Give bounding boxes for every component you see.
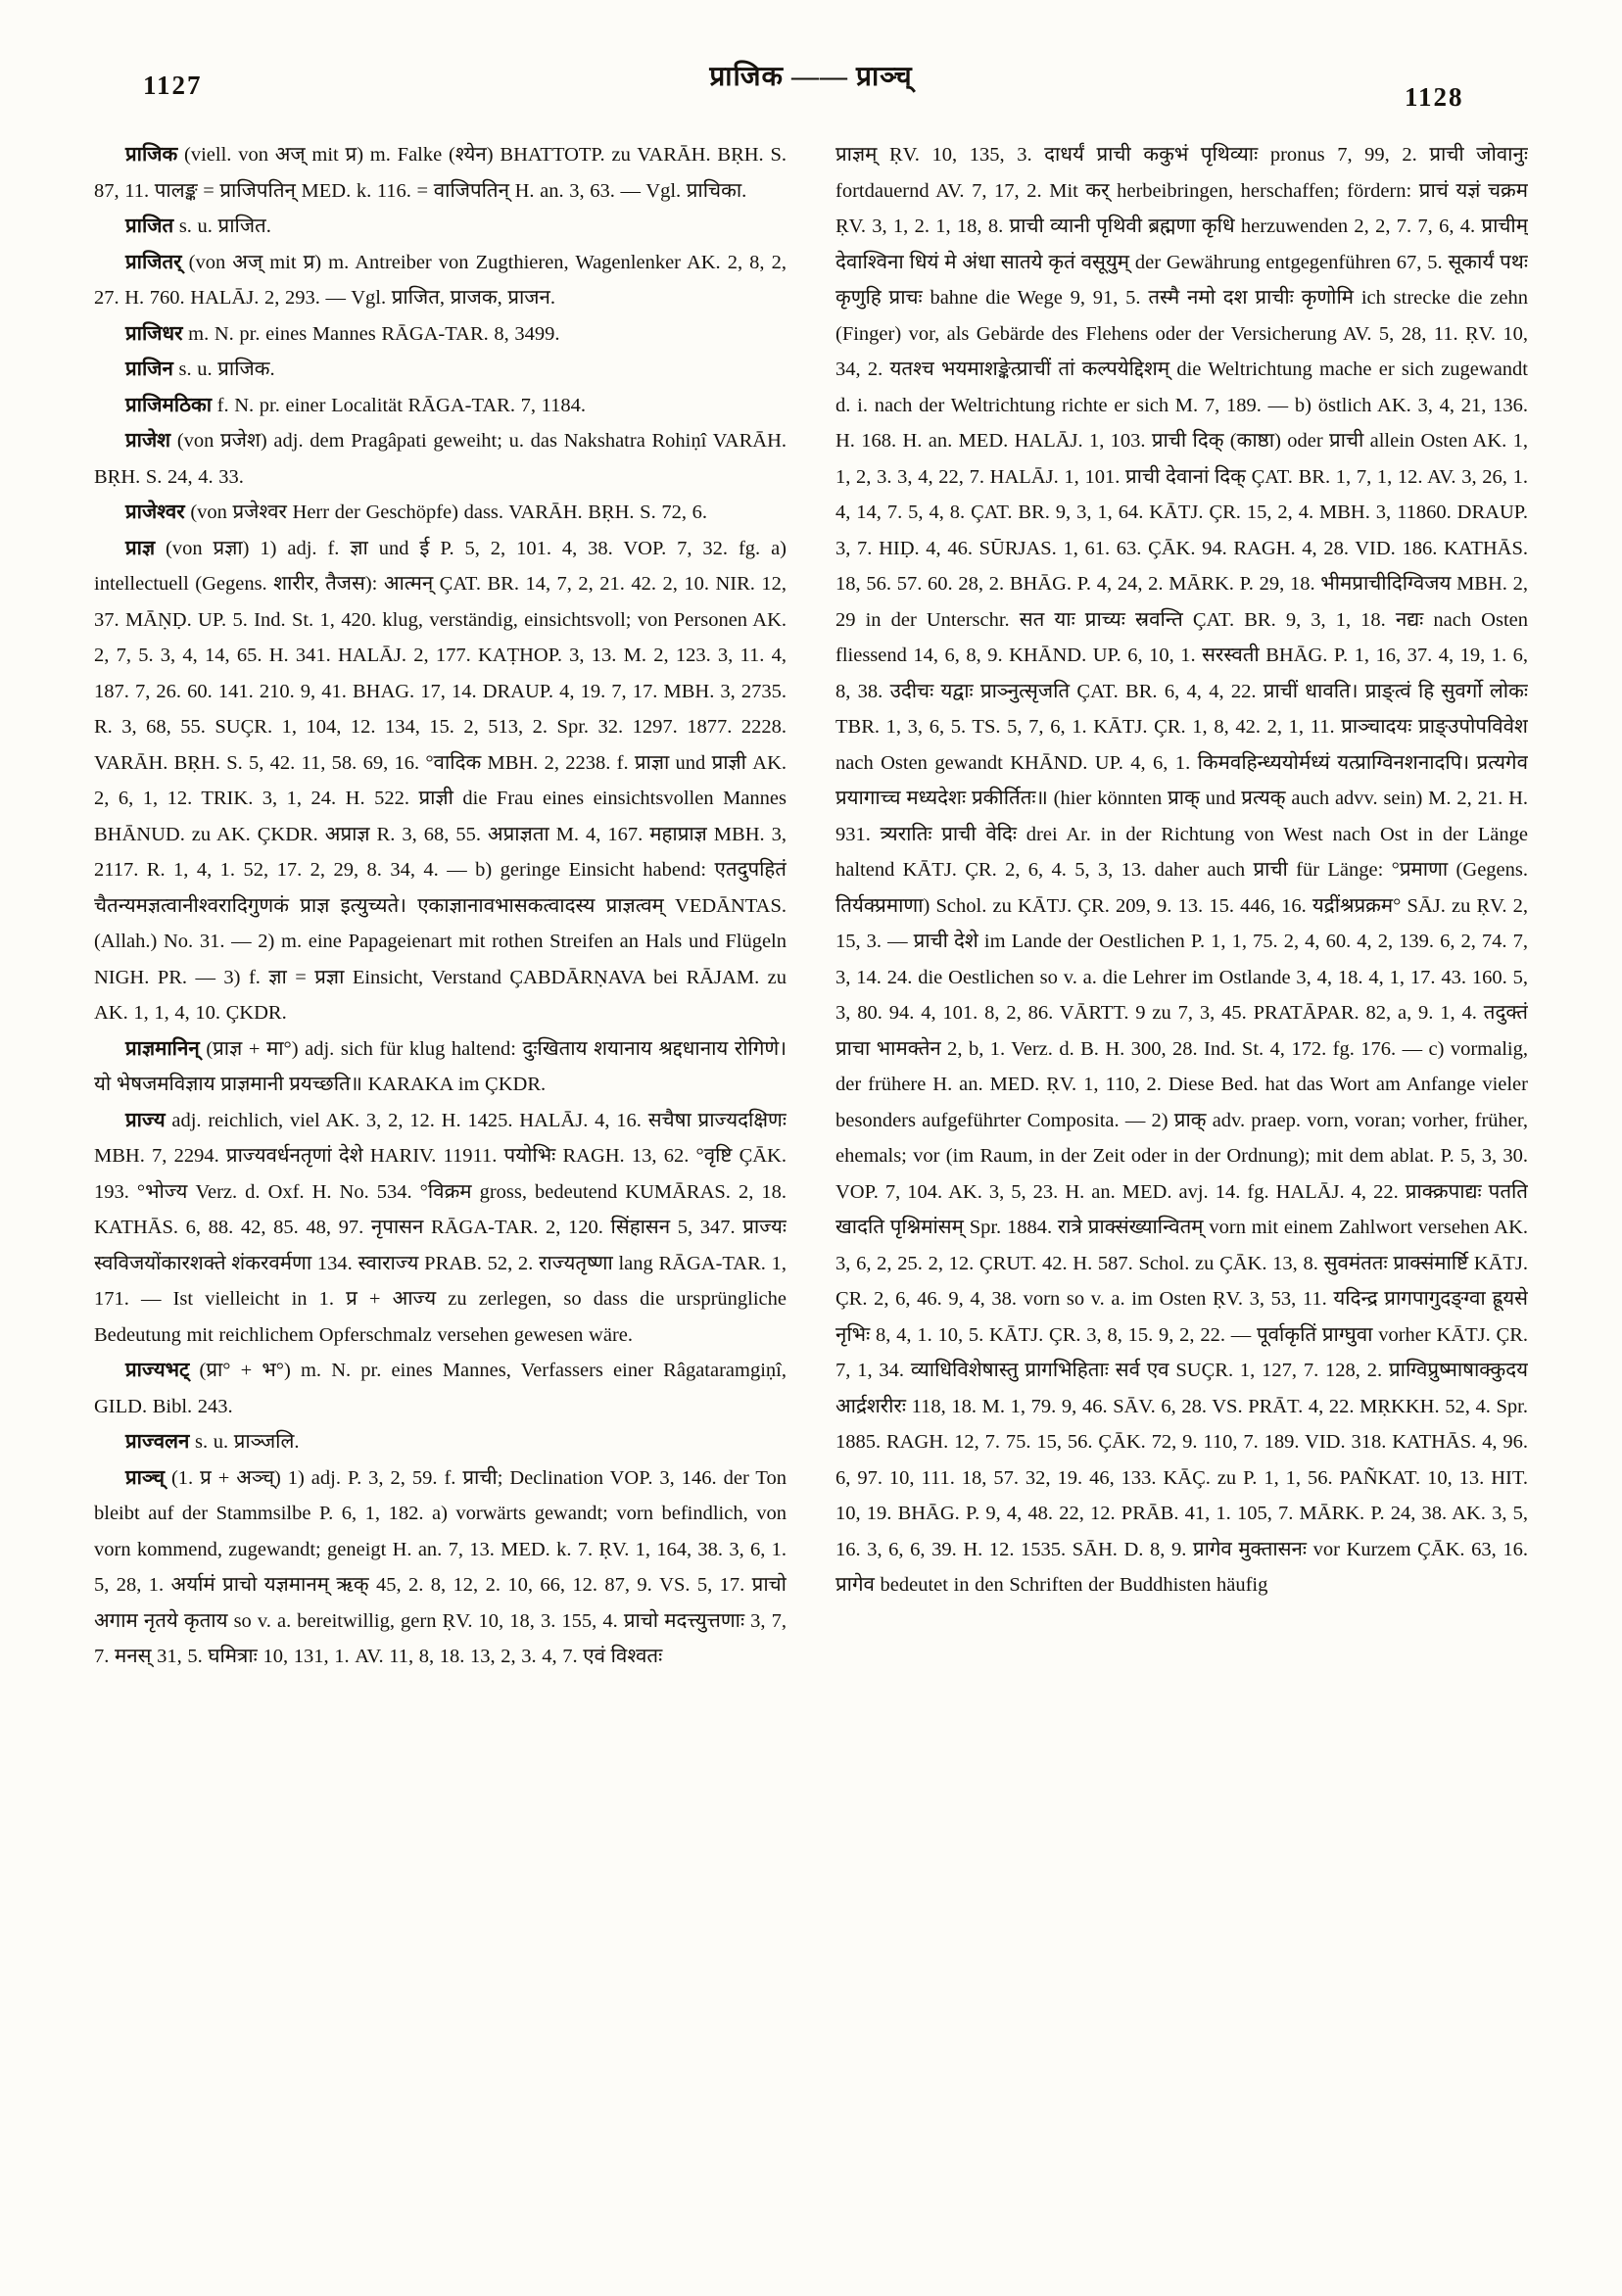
entry-headword: प्राजित (125, 215, 174, 237)
entry-headword: प्राज्ञ (125, 537, 156, 559)
dictionary-entry (94, 137, 787, 209)
entry-headword: प्राजिन (125, 359, 173, 380)
entry-body: s. u. प्राजिक. (172, 359, 275, 380)
dictionary-entry (94, 352, 787, 388)
dictionary-entry (94, 1460, 787, 1675)
dictionary-entry (94, 1353, 787, 1424)
entry-continuation: प्राज्ञम् ṚV. 10, 135, 3. दाधर्यं प्राची ककुभं पृथिव्याः pronus 7, 99, 2. प्राची जोवानुः fortdauernd AV. 7, 17, 2. Mit कर् herbeibringen, herschaffen; fördern: प्राचं यज्ञं चक्रम ṚV. 3, 1, 2. 1, 18, 8. प्राची व्यानी पृथिवी ब्रह्मणा कृधि herzuwenden 2, 2, 7. 7, 6, 4. प्राचीम् देवाश्विना धियं मे अंधा सातये कृतं वसूयुम् der Gewährung entgegenführen 67, 5. सूकार्यं पथः कृणुहि प्राचः bahne die Wege 9, 91, 5. तस्मै नमो दश प्राचीः कृणोमि ich strecke die zehn (Finger) vor, als Gebärde des Flehens oder der Versicherung AV. 5, 28, 11. ṚV. 10, 34, 2. यतश्च भयमाशङ्केत्प्राचीं तां कल्पयेद्दिशम् die Weltrichtung mache er sich zugewandt d. i. nach der Weltrichtung richte er sich M. 7, 189. — b) östlich AK. 3, 4, 21, 136. H. 168. H. an. MED. HALĀJ. 1, 103. प्राची दिक् (काष्ठा) oder प्राची allein Osten AK. 1, 1, 2, 3. 3, 4, 22, 7. HALĀJ. 1, 101. प्राची देवानां दिक् ÇAT. BR. 1, 7, 1, 12. AV. 3, 26, 1. 4, 14, 7. 5, 4, 8. ÇAT. BR. 9, 3, 1, 64. KĀTJ. ÇR. 15, 2, 4. MBH. 3, 11860. DRAUP. 3, 7. HIḌ. 4, 46. SŪRJAS. 1, 61. 63. ÇĀK. 94. RAGH. 4, 28. VID. 186. KATHĀS. 18, 56. 57. 60. 28, 2. BHĀG. P. 4, 24, 2. MĀRK. P. 29, 18. भीमप्राचीदिग्विजय MBH. 2, 29 in der Unterschr. सत याः प्राच्यः स्रवन्ति ÇAT. BR. 9, 3, 1, 18. नद्यः nach Osten fliessend 14, 6, 8, 9. KHĀND. UP. 6, 10, 1. सरस्वती BHĀG. P. 1, 16, 37. 4, 19, 1. 6, 8, 38. उदीचः यद्वाः प्राञ्नुत्सृजति ÇAT. BR. 6, 4, 4, 22. प्राचीं धावति। प्राङ्त्वं हि सुवर्गो लोकः TBR. 1, 3, 6, 5. TS. 5, 7, 6, 1. KĀTJ. ÇR. 1, 8, 42. 2, 1, 11. प्राञ्चादयः प्राङ्उपोपविवेश nach Osten gewandt KHĀND. UP. 4, 6, 1. किमवहिन्ध्ययोर्मध्यं यत्प्राग्विनशनादपि। प्रत्यगेव प्रयागाच्च मध्यदेशः प्रकीर्तितः॥ (hier könnten प्राक् und प्रत्यक् auch advv. sein) M. 2, 21. H. 931. त्र्यरातिः प्राची वेदिः drei Ar. in der Richtung von West nach Ost in der Länge haltend KĀTJ. ÇR. 2, 6, 4. 5, 3, 13. daher auch प्राची für Länge: °प्रमाणा (Gegens. तिर्यक्प्रमाणा) Schol. zu KĀTJ. ÇR. 209, 9. 13. 15. 446, 16. यद्रींश्रप्रक्रम° SĀJ. zu ṚV. 2, 15, 3. — प्राची देशे im Lande der Oestlichen P. 1, 1, 75. 2, 4, 60. 4, 2, 139. 6, 2, 74. 7, 3, 14. 24. die Oestlichen so v. a. die Lehrer im Ostlande 3, 4, 18. 4, 1, 17. 43. 160. 5, 3, 80. 94. 4, 101. 8, 2, 86. VĀRTT. 9 zu 7, 3, 45. PRATĀPAR. 82, a, 9. 1, 4. तदुक्तं प्राचा भामक्तेन 2, b, 1. Verz. d. B. H. 300, 28. Ind. St. 4, 172. fg. 176. — c) vormalig, der frühere H. an. MED. ṚV. 1, 110, 2. Diese Bed. hat das Wort am Anfange vieler besonders aufgeführter Composita. — 2) प्राक् adv. praep. vorn, voran; vorher, früher, ehemals; vor (im Raum, in der Zeit oder in der Ordnung); mit dem ablat. P. 5, 3, 30. VOP. 7, 104. AK. 3, 5, 23. H. an. MED. avj. 14. fg. HALĀJ. 4, 22. प्राक्क्रपाद्यः पतति खादति पृश्निमांसम् Spr. 1884. रात्रे प्राक्संख्यान्वितम् vorn mit einem Zahlwort versehen AK. 3, 6, 2, 25. 2, 12. ÇRUT. 42. H. 587. Schol. zu ÇĀK. 13, 8. सुवमंततः प्राक्संमार्ष्टि KĀTJ. ÇR. 2, 6, 46. 9, 4, 38. vorn so v. a. im Osten ṚV. 3, 53, 11. यदिन्द्र प्रागपागुदङ्ग्वा ह्रूयसे नृभिः 8, 4, 1. 10, 5. KĀTJ. ÇR. 3, 8, 15. 9, 2, 22. — पूर्वाकृतिं प्राग्घुवा vorher KĀTJ. ÇR. 7, 1, 34. व्याधिविशेषास्तु प्रागभिहिताः सर्व एव SUÇR. 1, 127, 7. 128, 2. प्राग्विप्रुष्माषाक्कुदय आर्द्रशरीरः 118, 18. M. 1, 79. 9, 46. SĀV. 6, 28. VS. PRĀT. 4, 22. MṚKKH. 52, 4. Spr. 1885. RAGH. 12, 7. 75. 15, 56. ÇĀK. 72, 9. 110, 7. 189. VID. 318. KATHĀS. 4, 96. 6, 97. 10, 111. 18, 57. 32, 19. 46, 133. KĀÇ. zu P. 1, 1, 56. PAÑKAT. 10, 13. HIT. 10, 19. BHĀG. P. 9, 4, 48. 22, 12. PRĀB. 41, 1. 105, 7. MĀRK. P. 24, 38. AK. 3, 5, 16. 3, 6, 6, 39. H. 12. 1535. SĀH. D. 8, 9. प्रागेव मुक्तासनः vor Kurzem ÇĀK. 63, 16. प्रागेव bedeutet in den Schriften der Buddhisten häufig (835, 144, 1528, 1596)
entry-body: (1. प्र + अञ्च्) 1) adj. P. 3, 2, 59. f. प्राची; Declination VOP. 3, 146. der Ton bleibt auf der Stammsilbe P. 6, 1, 182. a) vorwärts gewandt; vorn befindlich, von vorn kommend, zugewandt; geneigt H. an. 7, 13. MED. k. 7. ṚV. 1, 164, 38. 3, 6, 1. 5, 28, 1. अर्यामं प्राचो यज्ञमानम् ऋक् 45, 2. 8, 12, 2. 10, 66, 12. 87, 9. VS. 5, 17. प्राचो अगाम नृतये कृताय so v. a. bereitwillig, gern ṚV. 10, 18, 3. 155, 4. प्राचो मदत्त्युत्तणाः 3, 7, 7. मनस् 31, 5. घमित्राः 10, 131, 1. AV. 11, 8, 18. 13, 2, 3. 4, 7. एवं विश्वतः (94, 1466, 787, 1667)
entry-headword: प्राज्यभट् (125, 1360, 190, 1381)
entry-headword: प्राजिमठिका (125, 394, 213, 416)
dictionary-entry (94, 495, 787, 531)
entry-body: f. N. pr. einer Localität RĀGA-TAR. 7, 1184. (212, 394, 586, 416)
dictionary-entry (94, 1103, 787, 1354)
dictionary-entry (94, 316, 787, 353)
entry-headword: प्राजिक (125, 144, 178, 166)
entry-body: (von प्रज्ञा) 1) adj. f. ज्ञा und ई P. 5, 2, 101. 4, 38. VOP. 7, 32. fg. a) intellectuell (Gegens. शारीर, तैजस): आत्मन् ÇAT. BR. 14, 7, 2, 21. 42. 2, 10. NIR. 12, 37. MĀṆḌ. UP. 5. Ind. St. 1, 420. klug, verständig, einsichtsvoll; von Personen AK. 2, 7, 5. 3, 4, 14, 65. H. 341. HALĀJ. 2, 177. KAṬHOP. 3, 13. M. 2, 123. 3, 11. 4, 187. 7, 26. 60. 141. 210. 9, 41. BHAG. 17, 14. DRAUP. 4, 19. 7, 17. MBH. 3, 2735. R. 3, 68, 55. SUÇR. 1, 104, 12. 134, 15. 2, 513, 2. Spr. 32. 1297. 1877. 2228. VARĀH. BṚH. S. 5, 42. 11, 58. 69, 16. °वादिक MBH. 2, 2238. f. प्राज्ञा und प्राज्ञी AK. 2, 6, 1, 12. TRIK. 3, 1, 24. H. 522. प्राज्ञी die Frau eines einsichtsvollen Mannes BHĀNUD. zu AK. ÇKDR. अप्राज्ञ R. 3, 68, 55. अप्राज्ञता M. 4, 167. महाप्राज्ञ MBH. 3, 2117. R. 1, 4, 1. 52, 17. 2, 29, 8. 34, 4. — b) geringe Einsicht habend: एतदुपहितं चैतन्यमज्ञत्वानीश्वरादिगुणकं प्राज्ञ इत्युच्यते। एकाज्ञानावभासकत्वादस्य प्राज्ञत्वम् VEDĀNTAS. (Allah.) No. 31. — 2) m. eine Papageienart mit rothen Streifen an Hals und Flügeln NIGH. PR. — 3) f. ज्ञा = प्रज्ञा Einsicht, Verstand ÇABDĀRṆAVA bei RĀJAM. zu AK. 1, 1, 4, 10. ÇKDR. (94, 537, 787, 1024)
dictionary-entry (94, 1031, 787, 1103)
entry-body: m. N. pr. eines Mannes RĀGA-TAR. 8, 3499. (182, 322, 560, 345)
right-column (835, 137, 1528, 2263)
running-head: प्राजिक —— प्राञ्च् (709, 62, 913, 92)
entry-headword: प्राञ्च् (125, 1466, 165, 1489)
entry-body: s. u. प्राजित. (173, 215, 271, 237)
dictionary-entry (94, 1424, 787, 1460)
entry-body: (प्रा° + भ°) m. N. pr. eines Mannes, Verfassers einer Râgataramgiṇî, GILD. Bibl. 243. (94, 1360, 787, 1417)
text-columns (94, 137, 1528, 2263)
entry-body: (von अज् mit प्र) m. Antreiber von Zugthieren, Wagenlenker AK. 2, 8, 2, 27. H. 760. HALĀJ. 2, 293. — Vgl. प्राजित, प्राजक, प्राजन. (94, 251, 787, 309)
entry-headword: प्राज्य (125, 1109, 166, 1131)
entry-body: (प्राज्ञ + मा°) adj. sich für klug haltend: दुःखिताय शयानाय श्रद्दधानाय रोगिणे। यो भेषजमविज्ञाय प्राज्ञमानी प्रयच्छति॥ KARAKA im ÇKDR. (94, 1037, 787, 1095)
entry-body: s. u. प्राञ्जलि. (189, 1431, 300, 1453)
dictionary-entry (94, 388, 787, 424)
page-number-left: 1127 (143, 71, 203, 100)
entry-headword: प्राजिधर (125, 322, 183, 345)
entry-headword: प्राज्वलन (125, 1431, 190, 1453)
left-column (94, 137, 787, 2263)
entry-body: (von प्रजेश्वर Herr der Geschöpfe) dass. VARĀH. BṚH. S. 72, 6. (184, 502, 707, 523)
entry-headword: प्राजितर् (125, 251, 182, 273)
dictionary-entry (94, 209, 787, 245)
dictionary-entry (94, 423, 787, 495)
entry-headword: प्राजेश (125, 430, 171, 452)
page-number-right: 1128 (1405, 82, 1464, 112)
dictionary-entry (94, 245, 787, 316)
entry-headword: प्राज्ञमानिन् (125, 1037, 200, 1060)
dictionary-entry (94, 531, 787, 1031)
entry-body: (von प्रजेश) adj. dem Pragâpati geweiht; u. das Nakshatra Rohiṇî VARĀH. BṚH. S. 24, 4. 33. (94, 430, 787, 488)
entry-headword: प्राजेश्वर (125, 502, 185, 523)
entry-body: adj. reichlich, viel AK. 3, 2, 12. H. 1425. HALĀJ. 4, 16. सचैषा प्राज्यदक्षिणः MBH. 7, 2294. प्राज्यवर्धनतृणां देशे HARIV. 11911. पयोभिः RAGH. 13, 62. °वृष्टि ÇĀK. 193. °भोज्य Verz. d. Oxf. H. No. 534. °विक्रम gross, bedeutend KUMĀRAS. 2, 18. KATHĀS. 6, 88. 42, 85. 48, 97. नृपासन RĀGA-TAR. 2, 120. सिंहासन 5, 347. प्राज्यः स्वविजयोंकारशक्ते शंकरवर्मणा 134. स्वाराज्य PRAB. 52, 2. राज्यतृष्णा lang RĀGA-TAR. 1, 171. — Ist vielleicht in 1. प्र + आज्य zu zerlegen, so dass die ursprüngliche Bedeutung mit reichlichem Opferschmalz versehen gewesen wäre. (94, 1109, 787, 1346)
entry-body: (viell. von अज् mit प्र) m. Falke (श्येन) BHATTOTP. zu VARĀH. BṚH. S. 87, 11. पालङ्क = प्राजिपतिन् MED. k. 116. = वाजिपतिन् H. an. 3, 63. — Vgl. प्राचिका. (94, 144, 787, 202)
